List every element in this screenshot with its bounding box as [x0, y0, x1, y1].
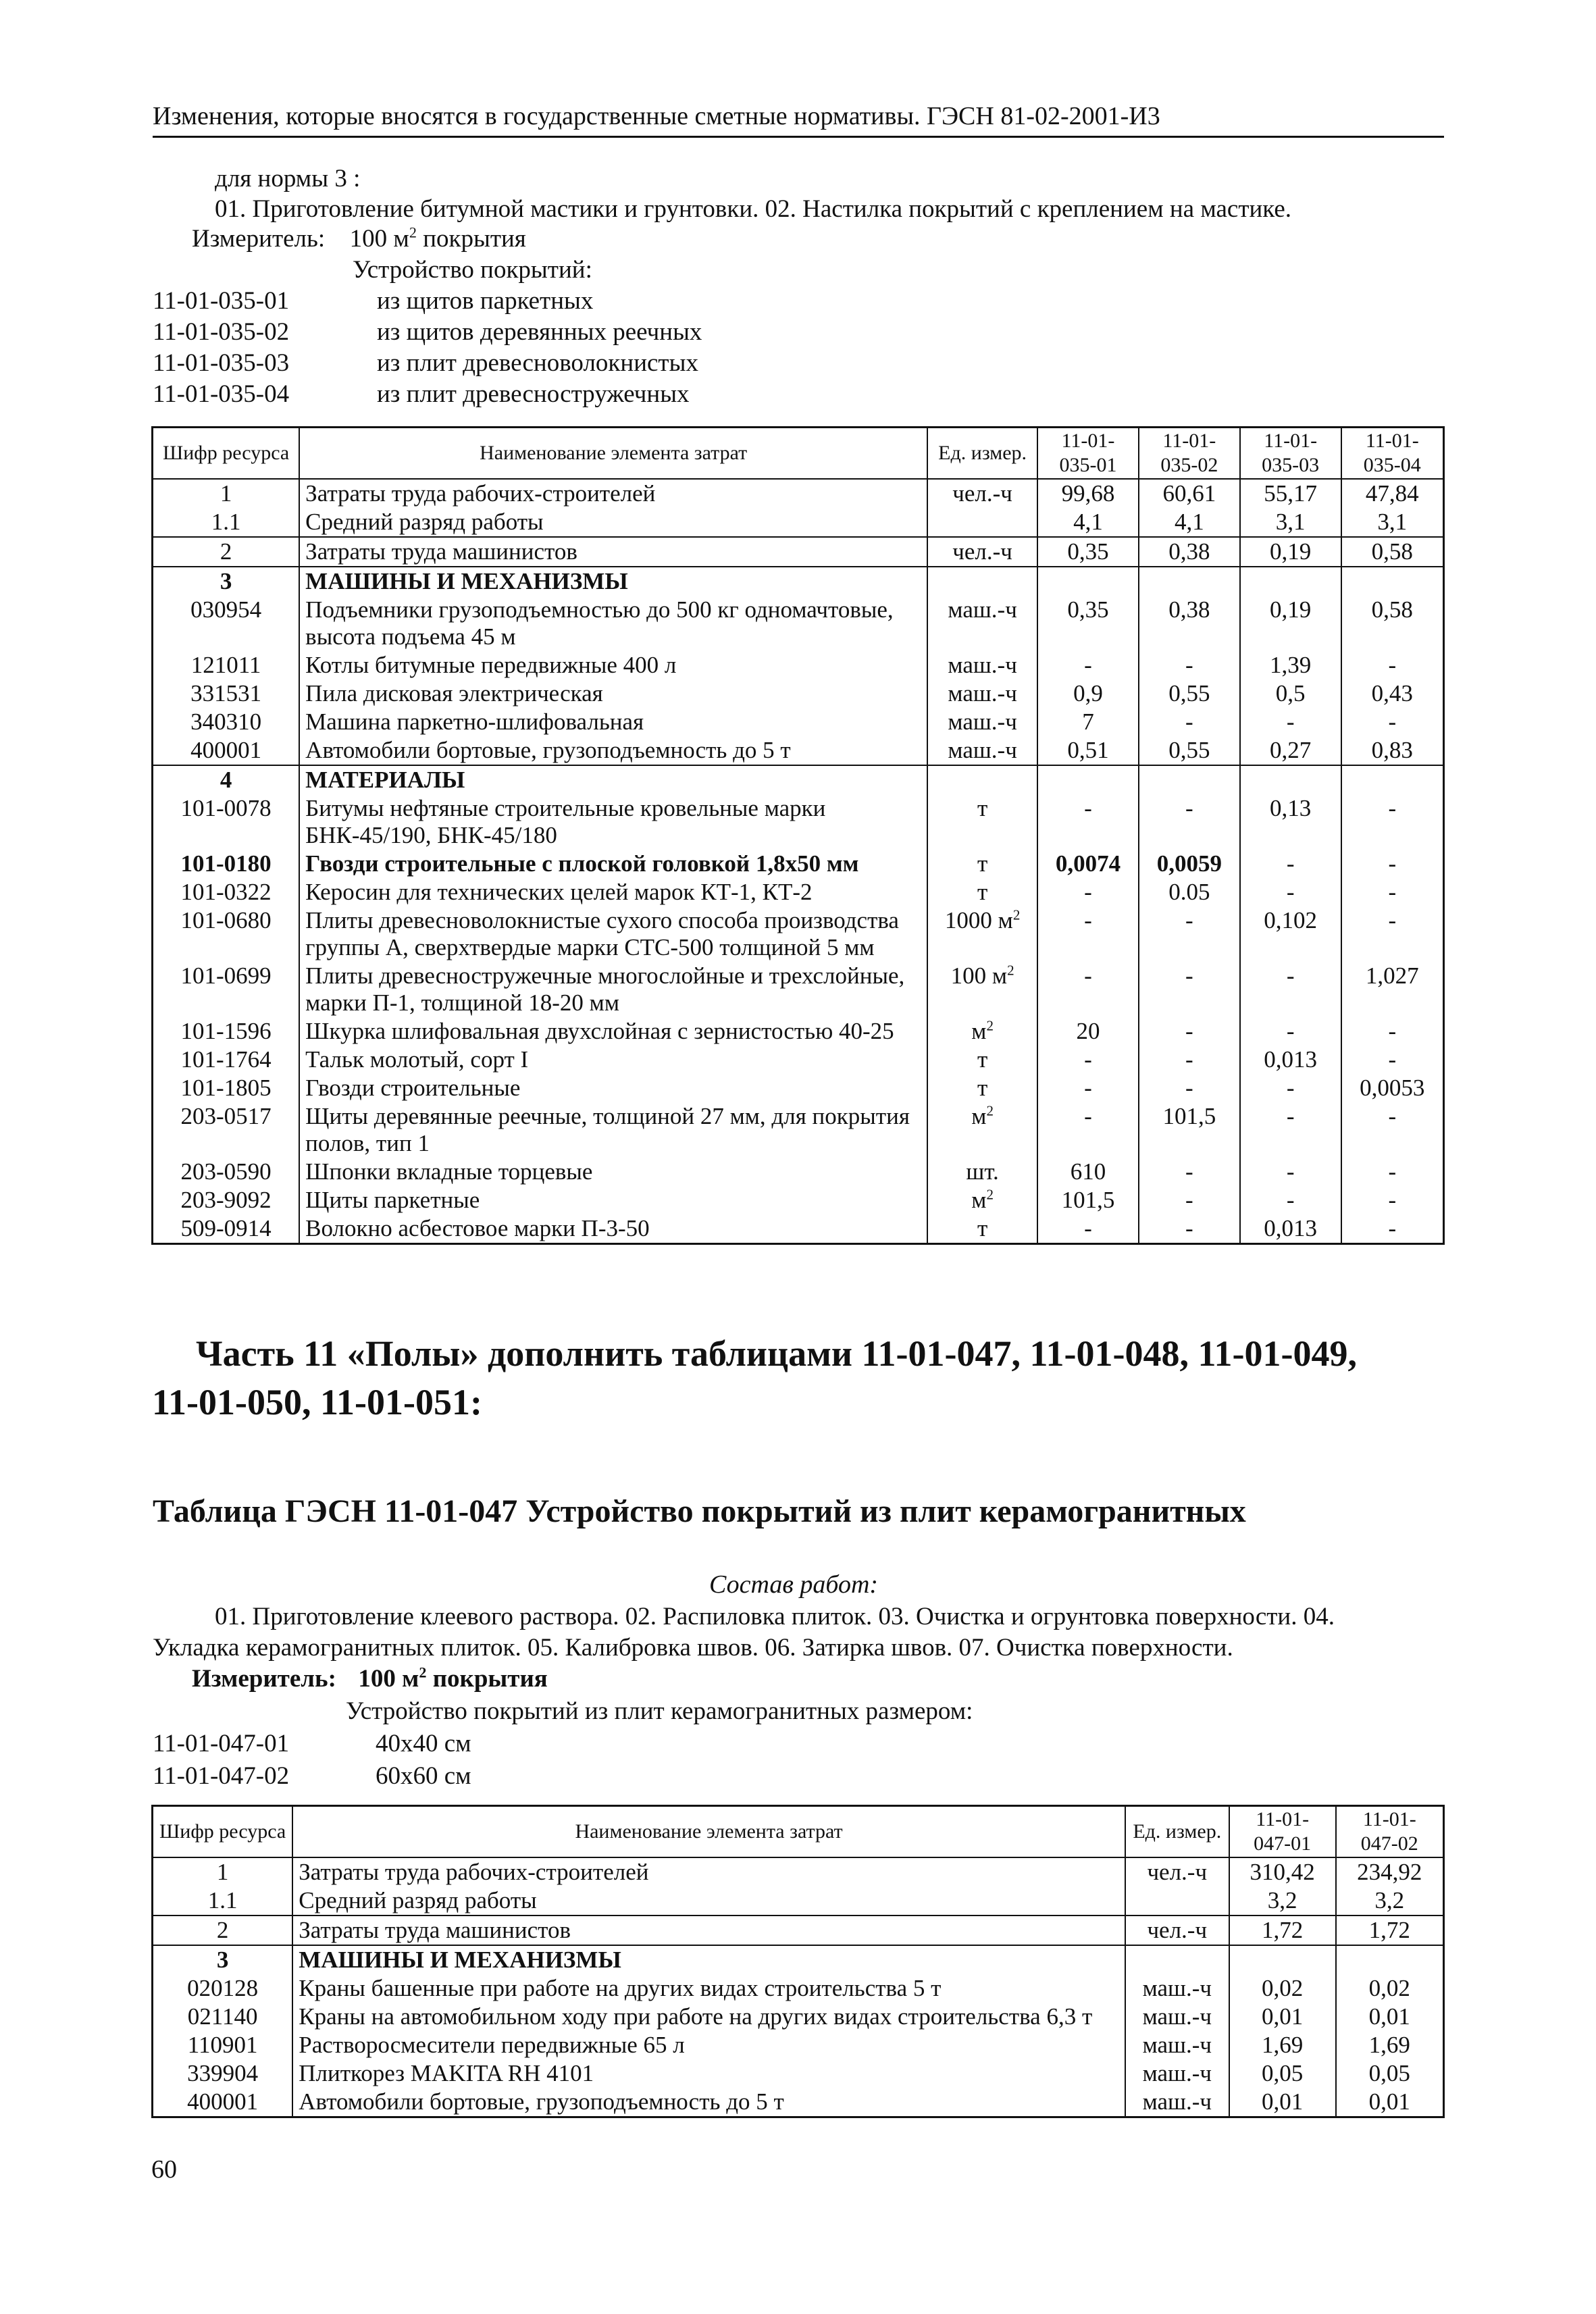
table-row: 1.1 Средний разряд работы 4,1 4,1 3,1 3,1	[153, 508, 1444, 537]
measure-suffix: покрытия	[416, 225, 526, 253]
norm-code: 11-01-047-01	[153, 1730, 290, 1757]
table-row: 101-1805 Гвозди строительные т - - - 0,0053	[153, 1074, 1444, 1102]
table-row: 101-1764 Тальк молотый, сорт I т - - 0,013 -	[153, 1046, 1444, 1074]
table-row: 2 Затраты труда машинистов чел.-ч 1,72 1,72	[153, 1916, 1444, 1945]
measure-value: 100 м	[358, 1665, 419, 1693]
norm-desc: из щитов деревянных реечных	[377, 318, 702, 346]
header-col: 11-01- 047-01	[1229, 1806, 1336, 1858]
norm-code: 11-01-035-03	[153, 349, 290, 377]
table-title: Таблица ГЭСН 11-01-047 Устройство покрытий из плит керамогранитных	[153, 1493, 1246, 1529]
table-header-row	[153, 1806, 1444, 1858]
norm-desc: из плит древесностружечных	[377, 380, 690, 408]
header-name: Наименование элемента затрат	[292, 1806, 1125, 1858]
table-header-row	[153, 428, 1444, 480]
table-row: 101-0680 Плиты древесноволокнистые сухого способа производства группы А, сверхтвердые марки СТС-500 толщиной 5 мм 1000 $м^2$ - - 0,102 -	[153, 906, 1444, 962]
works-line: Укладка керамогранитных плиток. 05. Калибровка швов. 06. Затирка швов. 07. Очистка поверхности.	[153, 1634, 1233, 1662]
header-col: 11-01- 035-02	[1139, 428, 1240, 480]
table-row: 509-0914 Волокно асбестовое марки П-3-50 т - - 0,013 -	[153, 1214, 1444, 1244]
table-row: 203-0590 Шпонки вкладные торцевые шт. 610 - - -	[153, 1158, 1444, 1186]
page-number: 60	[151, 2155, 177, 2184]
table-row: 101-0180 Гвозди строительные с плоской головкой 1,8х50 мм т 0,0074 0,0059 - -	[153, 850, 1444, 878]
part-heading	[152, 1329, 1445, 1426]
measure-label: Измеритель:	[192, 225, 326, 253]
page-header: Изменения, которые вносятся в государственные сметные нормативы. ГЭСН 81-02-2001-И3	[153, 102, 1160, 130]
works-line: 01. Приготовление клеевого раствора. 02. Распиловка плиток. 03. Очистка и огрунтовка поверхности. 04.	[215, 1603, 1335, 1630]
header-unit: Ед. измер.	[1125, 1806, 1229, 1858]
measure-label: Измеритель:	[192, 1665, 336, 1693]
measure-sup: 2	[419, 1664, 427, 1681]
measure-suffix: покрытия	[426, 1665, 548, 1693]
section-row: 3 МАШИНЫ И МЕХАНИЗМЫ	[153, 567, 1444, 596]
part-heading-line2: 11-01-050, 11-01-051:	[152, 1382, 482, 1422]
measure-sup: 2	[409, 224, 417, 241]
table-row: 1 Затраты труда рабочих-строителей чел.-ч 99,68 60,61 55,17 47,84	[153, 479, 1444, 508]
table-row: 400001 Автомобили бортовые, грузоподъемность до 5 т маш.-ч 0,01 0,01	[153, 2088, 1444, 2117]
header-unit: Ед. измер.	[927, 428, 1037, 480]
device-title: Устройство покрытий:	[353, 256, 592, 284]
table-row: 203-9092 Щиты паркетные $м^2$ 101,5 - - -	[153, 1186, 1444, 1214]
measure-value: 100 м	[349, 225, 409, 253]
table-row: 340310 Машина паркетно-шлифовальная маш.-ч 7 - - -	[153, 708, 1444, 736]
resource-table-047	[151, 1805, 1445, 2118]
table-row: 030954 Подъемники грузоподъемностью до 500 кг одномачтовые, высота подъема 45 м маш.-ч 0,35 0,38 0,19 0,58	[153, 596, 1444, 651]
table-row: 101-0078 Битумы нефтяные строительные кровельные марки БНК-45/190, БНК-45/180 т - - 0,13 -	[153, 794, 1444, 850]
norm-code: 11-01-035-04	[153, 380, 290, 408]
table-row: 339904 Плиткорез MAKITA RH 4101 маш.-ч 0,05 0,05	[153, 2059, 1444, 2088]
header-code: Шифр ресурса	[153, 1806, 293, 1858]
table-row: 020128 Краны башенные при работе на других видах строительства 5 т маш.-ч 0,02 0,02	[153, 1974, 1444, 2003]
norm-desc: из щитов паркетных	[377, 287, 594, 315]
header-name: Наименование элемента затрат	[299, 428, 927, 480]
header-col: 11-01- 035-04	[1341, 428, 1444, 480]
header-code: Шифр ресурса	[153, 428, 300, 480]
norm-code: 11-01-035-01	[153, 287, 290, 315]
table-row: 1 Затраты труда рабочих-строителей чел.-ч 310,42 234,92	[153, 1857, 1444, 1886]
norm-code: 11-01-047-02	[153, 1762, 290, 1790]
table-row: 101-0322 Керосин для технических целей марок КТ-1, КТ-2 т - 0.05 - -	[153, 878, 1444, 906]
norm-label: для нормы 3 :	[215, 165, 361, 192]
table-row: 1.1 Средний разряд работы 3,2 3,2	[153, 1886, 1444, 1916]
table-row: 121011 Котлы битумные передвижные 400 л маш.-ч - - 1,39 -	[153, 651, 1444, 679]
header-col: 11-01- 047-02	[1336, 1806, 1444, 1858]
section-row: 3 МАШИНЫ И МЕХАНИЗМЫ	[153, 1945, 1444, 1974]
table-row: 400001 Автомобили бортовые, грузоподъемность до 5 т маш.-ч 0,51 0,55 0,27 0,83	[153, 736, 1444, 765]
table-row: 021140 Краны на автомобильном ходу при работе на других видах строительства 6,3 т маш.-ч 0,01 0,01	[153, 2003, 1444, 2031]
resource-table-035	[151, 426, 1445, 1245]
norm-desc: 60х60 см	[376, 1762, 471, 1790]
measure-line	[192, 1664, 548, 1694]
header-rule	[153, 136, 1444, 138]
table-row: 101-1596 Шкурка шлифовальная двухслойная с зернистостью 40-25 $м^2$ 20 - - -	[153, 1017, 1444, 1046]
norm-code: 11-01-035-02	[153, 318, 290, 346]
works-caption: Состав работ:	[709, 1570, 879, 1599]
part-heading-line1: Часть 11 «Полы» дополнить таблицами 11-01-047, 11-01-048, 11-01-049,	[196, 1333, 1357, 1374]
measure-line	[192, 224, 526, 254]
norm-desc: из плит древесноволокнистых	[377, 349, 698, 377]
norm-desc: 40х40 см	[376, 1730, 471, 1757]
works-list: 01. Приготовление битумной мастики и грунтовки. 02. Настилка покрытий с креплением на мастике.	[215, 195, 1292, 223]
section-row: 4 МАТЕРИАЛЫ	[153, 765, 1444, 794]
table-row: 2 Затраты труда машинистов чел.-ч 0,35 0,38 0,19 0,58	[153, 537, 1444, 567]
device-title: Устройство покрытий из плит керамогранитных размером:	[346, 1697, 973, 1725]
table-row: 331531 Пила дисковая электрическая маш.-ч 0,9 0,55 0,5 0,43	[153, 679, 1444, 708]
header-col: 11-01- 035-01	[1037, 428, 1139, 480]
header-col: 11-01- 035-03	[1240, 428, 1341, 480]
table-row: 203-0517 Щиты деревянные реечные, толщиной 27 мм, для покрытия полов, тип 1 $м^2$ - 101,5 - -	[153, 1102, 1444, 1158]
table-row: 110901 Растворосмесители передвижные 65 л маш.-ч 1,69 1,69	[153, 2031, 1444, 2059]
table-row: 101-0699 Плиты древесностружечные многослойные и трехслойные, марки П-1, толщиной 18-20 мм 100 $м^2$ - - - 1,027	[153, 962, 1444, 1017]
